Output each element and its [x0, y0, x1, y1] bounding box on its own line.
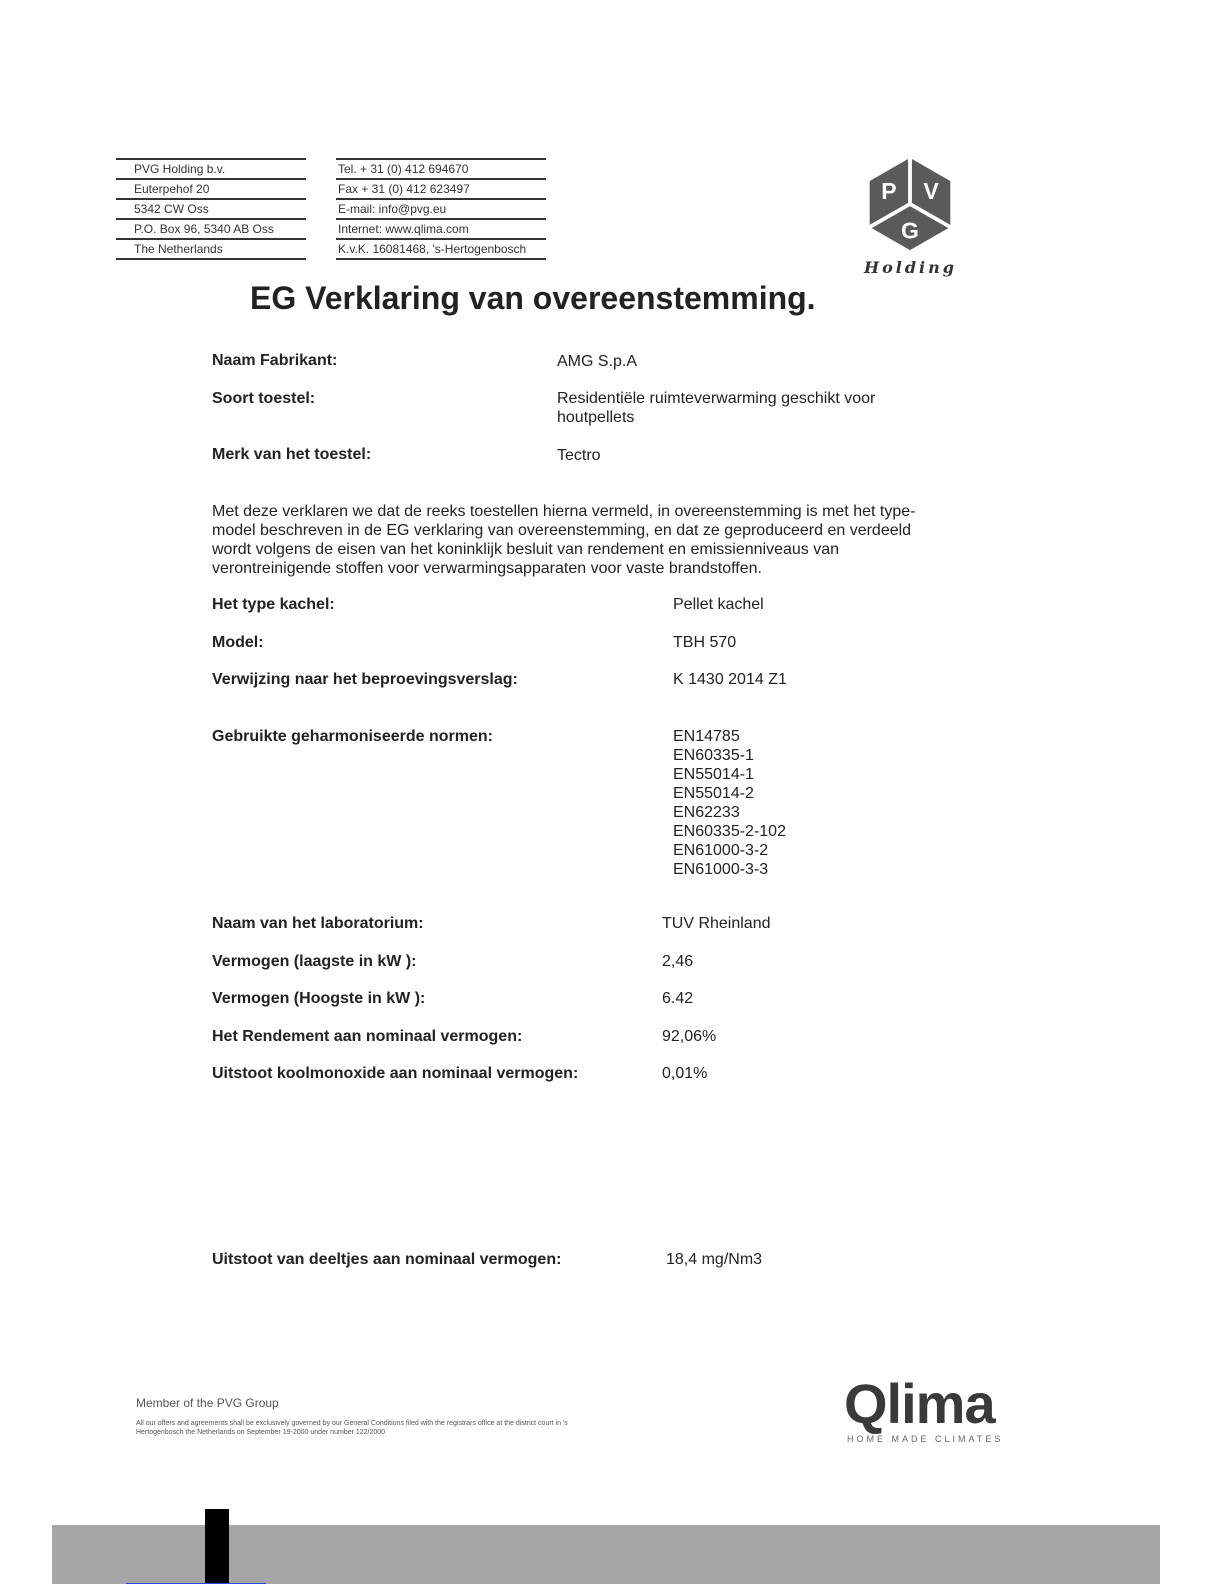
- efficiency-label: Het Rendement aan nominaal vermogen:: [212, 1028, 523, 1045]
- logo-letter-g: G: [901, 217, 919, 244]
- test-report-label: Verwijzing naar het beproevingsverslag:: [212, 671, 518, 688]
- particle-emission-label: Uitstoot van deeltjes aan nominaal vermogen:: [212, 1251, 562, 1268]
- company-address-block: [116, 158, 306, 260]
- model-label: Model:: [212, 634, 264, 651]
- norm-item: EN14785: [673, 728, 740, 745]
- norm-item: EN61000-3-2: [673, 842, 769, 859]
- qlima-logo: Qlima: [844, 1372, 995, 1435]
- norms-list: [673, 727, 786, 879]
- stove-type-label: Het type kachel:: [212, 596, 335, 613]
- power-max-value: 6.42: [662, 990, 694, 1007]
- norm-item: EN55014-2: [673, 785, 754, 802]
- page-title: EG Verklaring van overeenstemming.: [250, 280, 816, 316]
- stove-type-value: Pellet kachel: [673, 596, 764, 613]
- logo-letter-v: V: [923, 178, 939, 205]
- company-address-line: 5342 CW Oss: [116, 198, 306, 218]
- contact-block: [336, 158, 546, 260]
- particle-emission-value: 18,4 mg/Nm3: [666, 1251, 763, 1268]
- norm-item: EN62233: [673, 804, 740, 821]
- member-disclaimer: All our offers and agreements shall be exclusively governed by our General Conditions filed with the registrars office at the district court in 's Hertogenbosch the Netherlands on September 19-2000 under number 122/2000: [136, 1420, 568, 1436]
- qlima-tagline: HOME MADE CLIMATES: [847, 1434, 1004, 1444]
- norm-item: EN61000-3-3: [673, 861, 769, 878]
- laboratory-value: TUV Rheinland: [662, 915, 771, 932]
- manufacturer-value: AMG S.p.A: [557, 353, 638, 370]
- co-emission-value: 0,01%: [662, 1065, 708, 1082]
- co-emission-label: Uitstoot koolmonoxide aan nominaal vermogen:: [212, 1065, 579, 1082]
- company-address-line: P.O. Box 96, 5340 AB Oss: [116, 218, 306, 238]
- company-address-line: The Netherlands: [116, 238, 306, 260]
- brand-label: Merk van het toestel:: [212, 446, 372, 463]
- contact-website: Internet: www.qlima.com: [336, 218, 546, 238]
- norms-label: Gebruikte geharmoniseerde normen:: [212, 728, 493, 745]
- logo-subtitle: Holding: [864, 258, 957, 277]
- member-title: Member of the PVG Group: [136, 1396, 279, 1410]
- device-type-label: Soort toestel:: [212, 390, 316, 407]
- declaration-text: Met deze verklaren we dat de reeks toestellen hierna vermeld, in overeenstemming is met het type-model beschreven in de EG verklaring van overeenstemming, en dat ze geproduceerd en verdeeld wordt volgens de eisen van het koninklijk besluit van rendement en emissienniveaus van verontreinigende stoffen voor verwarmingsapparaten voor vaste brandstoffen.: [212, 503, 916, 577]
- norm-item: EN60335-1: [673, 747, 754, 764]
- manufacturer-label: Naam Fabrikant:: [212, 352, 338, 369]
- footer-marker: [205, 1509, 229, 1584]
- contact-fax: Fax + 31 (0) 412 623497: [336, 178, 546, 198]
- efficiency-value: 92,06%: [662, 1028, 717, 1045]
- logo-letter-p: P: [881, 178, 897, 205]
- laboratory-label: Naam van het laboratorium:: [212, 915, 424, 932]
- power-min-label: Vermogen (laagste in kW ):: [212, 953, 417, 970]
- pvg-logo-icon: [862, 156, 958, 252]
- norm-item: EN60335-2-102: [673, 823, 786, 840]
- contact-kvk: K.v.K. 16081468, 's-Hertogenbosch: [336, 238, 546, 260]
- contact-email: E-mail: info@pvg.eu: [336, 198, 546, 218]
- brand-value: Tectro: [557, 447, 601, 464]
- model-value: TBH 570: [673, 634, 737, 651]
- power-max-label: Vermogen (Hoogste in kW ):: [212, 990, 426, 1007]
- power-min-value: 2,46: [662, 953, 694, 970]
- test-report-value: K 1430 2014 Z1: [673, 671, 787, 688]
- norm-item: EN55014-1: [673, 766, 754, 783]
- device-type-value: Residentiële ruimteverwarming geschikt voor houtpellets: [557, 390, 876, 426]
- company-address-line: Euterpehof 20: [116, 178, 306, 198]
- contact-phone: Tel. + 31 (0) 412 694670: [336, 158, 546, 178]
- company-address-line: PVG Holding b.v.: [116, 158, 306, 178]
